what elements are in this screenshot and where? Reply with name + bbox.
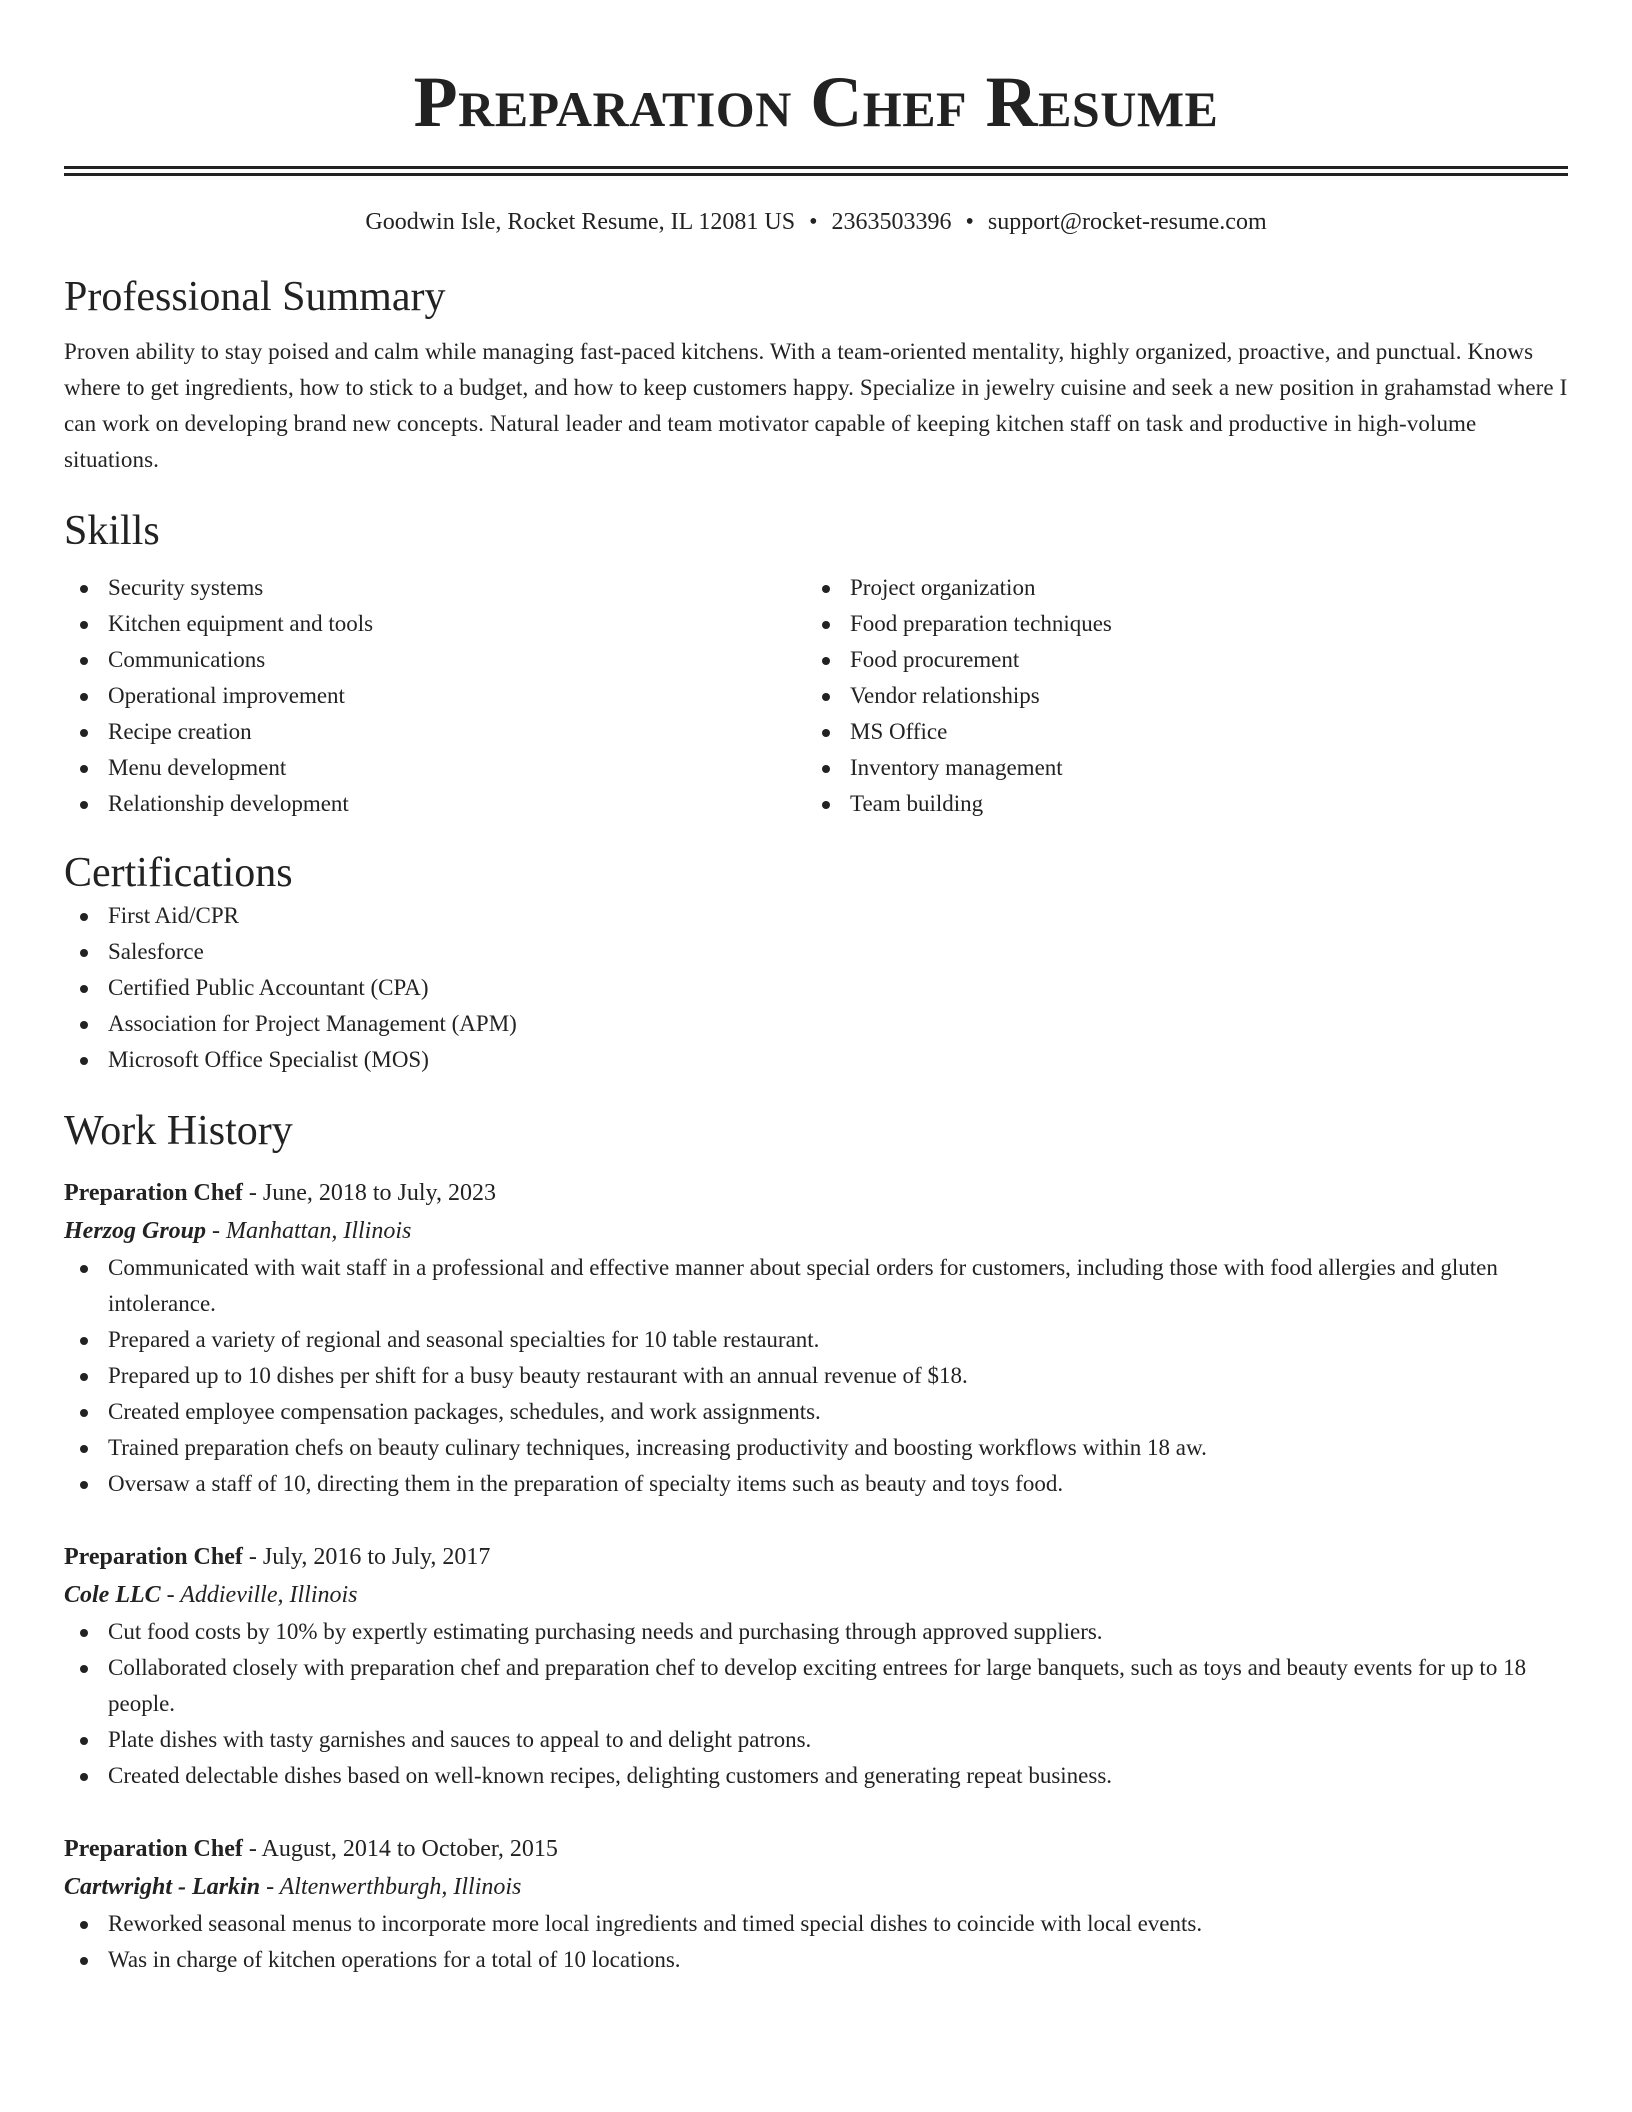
job-bullet: Prepared a variety of regional and seasonal specialties for 10 table restaurant.	[64, 1322, 1568, 1358]
job-company-line	[64, 1576, 1568, 1614]
resume-page	[64, 0, 1568, 1978]
job-title-line	[64, 1538, 1568, 1576]
skill-item: Food preparation techniques	[806, 606, 1548, 642]
job-company: Herzog Group	[64, 1218, 207, 1244]
job-bullet: Created delectable dishes based on well-known recipes, delighting customers and generating repeat business.	[64, 1758, 1568, 1794]
job-bullet: Oversaw a staff of 10, directing them in the preparation of specialty items such as beauty and toys food.	[64, 1466, 1568, 1502]
job-bullet: Trained preparation chefs on beauty culinary techniques, increasing productivity and boosting workflows within 18 aw.	[64, 1430, 1568, 1466]
job-entry	[64, 1830, 1568, 1978]
contact-line	[64, 206, 1568, 238]
certification-item: Microsoft Office Specialist (MOS)	[64, 1042, 1568, 1078]
contact-address: Goodwin Isle, Rocket Resume, IL 12081 US	[365, 209, 796, 235]
skill-item: MS Office	[806, 714, 1548, 750]
job-bullet: Was in charge of kitchen operations for a total of 10 locations.	[64, 1942, 1568, 1978]
job-dates: - June, 2018 to July, 2023	[242, 1180, 496, 1206]
summary-section	[64, 272, 1568, 478]
job-title-line	[64, 1174, 1568, 1212]
skills-column-left	[64, 570, 806, 822]
job-bullet: Cut food costs by 10% by expertly estimating purchasing needs and purchasing through approved suppliers.	[64, 1614, 1568, 1650]
skill-item: Project organization	[806, 570, 1548, 606]
job-dates: - July, 2016 to July, 2017	[242, 1544, 491, 1570]
job-bullet: Communicated with wait staff in a professional and effective manner about special orders for customers, including those with food allergies and gluten intolerance.	[64, 1250, 1568, 1322]
job-entry	[64, 1538, 1568, 1794]
job-bullets	[64, 1614, 1568, 1794]
job-company-line	[64, 1868, 1568, 1906]
skill-item: Relationship development	[64, 786, 806, 822]
certification-item: Certified Public Accountant (CPA)	[64, 970, 1568, 1006]
page-title: Preparation Chef Resume	[413, 62, 1219, 142]
job-location: - Addieville, Illinois	[160, 1582, 358, 1608]
skill-item: Vendor relationships	[806, 678, 1548, 714]
job-role: Preparation Chef	[64, 1544, 243, 1570]
skill-item: Team building	[806, 786, 1548, 822]
skills-section	[64, 506, 1568, 822]
job-bullet: Prepared up to 10 dishes per shift for a busy beauty restaurant with an annual revenue of $18.	[64, 1358, 1568, 1394]
job-title-line	[64, 1830, 1568, 1868]
job-bullet: Plate dishes with tasty garnishes and sauces to appeal to and delight patrons.	[64, 1722, 1568, 1758]
certifications-section	[64, 848, 1568, 1078]
job-bullet: Collaborated closely with preparation chef and preparation chef to develop exciting entrees for large banquets, such as toys and beauty events for up to 18 people.	[64, 1650, 1568, 1722]
certification-item: First Aid/CPR	[64, 898, 1568, 934]
contact-separator: •	[965, 209, 974, 235]
contact-email: support@rocket-resume.com	[987, 209, 1267, 235]
skill-item: Communications	[64, 642, 806, 678]
job-company: Cartwright - Larkin	[64, 1874, 261, 1900]
skill-item: Operational improvement	[64, 678, 806, 714]
title-divider	[64, 166, 1568, 176]
certifications-heading: Certifications	[64, 850, 293, 896]
skills-list-right	[806, 570, 1548, 822]
skill-item: Inventory management	[806, 750, 1548, 786]
work-history-section	[64, 1106, 1568, 1978]
skills-heading: Skills	[64, 508, 160, 554]
summary-heading: Professional Summary	[64, 274, 446, 320]
skills-list-left	[64, 570, 806, 822]
job-bullets	[64, 1250, 1568, 1502]
job-entry	[64, 1174, 1568, 1502]
job-location: - Altenwerthburgh, Illinois	[260, 1874, 522, 1900]
job-company-line	[64, 1212, 1568, 1250]
job-role: Preparation Chef	[64, 1180, 243, 1206]
job-role: Preparation Chef	[64, 1836, 243, 1862]
job-location: - Manhattan, Illinois	[206, 1218, 412, 1244]
skill-item: Recipe creation	[64, 714, 806, 750]
job-bullets	[64, 1906, 1568, 1978]
job-dates: - August, 2014 to October, 2015	[242, 1836, 558, 1862]
skill-item: Kitchen equipment and tools	[64, 606, 806, 642]
job-bullet: Reworked seasonal menus to incorporate more local ingredients and timed special dishes to coincide with local events.	[64, 1906, 1568, 1942]
skills-column-right	[806, 570, 1548, 822]
skill-item: Menu development	[64, 750, 806, 786]
certifications-list	[64, 898, 1568, 1078]
work-history-heading: Work History	[64, 1108, 293, 1154]
job-bullet: Created employee compensation packages, schedules, and work assignments.	[64, 1394, 1568, 1430]
contact-separator: •	[809, 209, 818, 235]
skill-item: Food procurement	[806, 642, 1548, 678]
certification-item: Salesforce	[64, 934, 1568, 970]
contact-phone: 2363503396	[831, 209, 952, 235]
certification-item: Association for Project Management (APM)	[64, 1006, 1568, 1042]
skills-grid	[64, 570, 1568, 822]
skill-item: Security systems	[64, 570, 806, 606]
job-company: Cole LLC	[64, 1582, 161, 1608]
summary-text: Proven ability to stay poised and calm while managing fast-paced kitchens. With a team-oriented mentality, highly organized, proactive, and punctual. Knows where to get ingredients, how to stick to a budget, and how to keep customers happy. Specialize in jewelry cuisine and seek a new position in grahamstad where I can work on developing brand new concepts. Natural leader and team motivator capable of keeping kitchen staff on task and productive in high-volume situations.	[64, 339, 1568, 472]
